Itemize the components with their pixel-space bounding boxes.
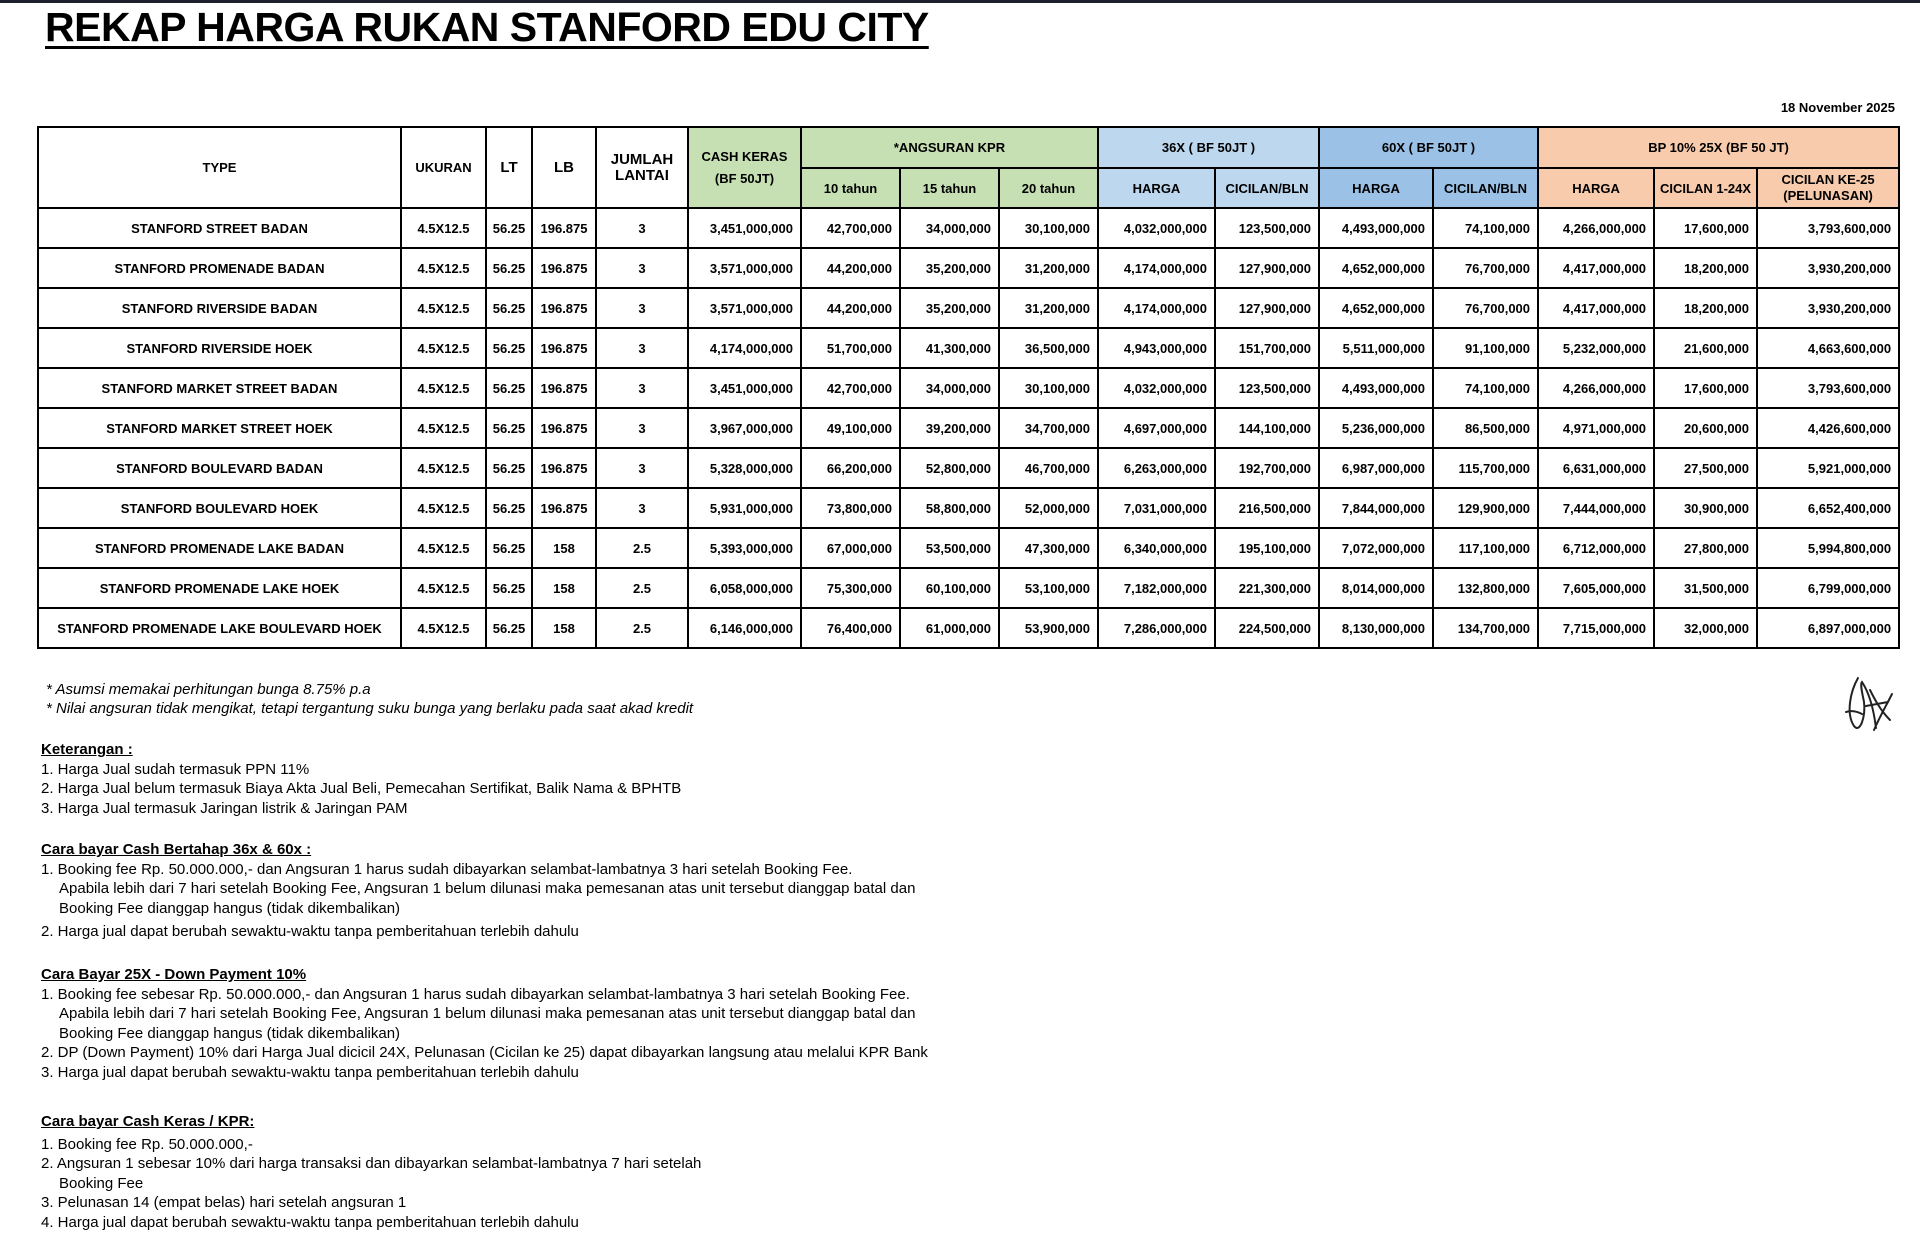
cell-36x-cicilan: 221,300,000 [1215, 568, 1319, 608]
cell-lt: 56.25 [486, 208, 532, 248]
cell-36x-harga: 4,697,000,000 [1098, 408, 1215, 448]
cell-lt: 56.25 [486, 288, 532, 328]
cell-36x-harga: 6,340,000,000 [1098, 528, 1215, 568]
cell-cash-keras: 3,571,000,000 [688, 248, 801, 288]
cell-bp-cicilan-25: 6,897,000,000 [1757, 608, 1899, 648]
header-36x: 36X ( BF 50JT ) [1098, 127, 1319, 168]
cell-kpr-15: 52,800,000 [900, 448, 999, 488]
cell-lt: 56.25 [486, 528, 532, 568]
cell-jumlah-lantai: 3 [596, 368, 688, 408]
cell-kpr-20: 52,000,000 [999, 488, 1098, 528]
cell-jumlah-lantai: 3 [596, 448, 688, 488]
cell-cash-keras: 3,451,000,000 [688, 368, 801, 408]
cell-bp-cicilan-25: 5,921,000,000 [1757, 448, 1899, 488]
cell-cash-keras: 5,328,000,000 [688, 448, 801, 488]
cell-kpr-20: 53,100,000 [999, 568, 1098, 608]
header-cash-keras: CASH KERAS (BF 50JT) [688, 127, 801, 208]
assumption-note: * Asumsi memakai perhitungan bunga 8.75% p.a [46, 681, 371, 698]
cell-type: STANFORD PROMENADE LAKE BOULEVARD HOEK [38, 608, 401, 648]
cell-bp-cicilan-1-24: 32,000,000 [1654, 608, 1757, 648]
cell-60x-harga: 8,014,000,000 [1319, 568, 1433, 608]
cell-lt: 56.25 [486, 328, 532, 368]
cell-bp-harga: 7,444,000,000 [1538, 488, 1654, 528]
cell-kpr-20: 47,300,000 [999, 528, 1098, 568]
cell-cash-keras: 6,146,000,000 [688, 608, 801, 648]
cell-bp-cicilan-25: 3,793,600,000 [1757, 368, 1899, 408]
header-bp-cicilan-1-24: CICILAN 1-24X [1654, 168, 1757, 208]
list-item: 2. DP (Down Payment) 10% dari Harga Jual dicicil 24X, Pelunasan (Cicilan ke 25) dapat dibayarkan langsung atau melalui KPR Bank [41, 1044, 928, 1061]
cell-bp-cicilan-25: 5,994,800,000 [1757, 528, 1899, 568]
cell-kpr-10: 44,200,000 [801, 288, 900, 328]
cell-kpr-15: 35,200,000 [900, 288, 999, 328]
cell-60x-cicilan: 74,100,000 [1433, 368, 1538, 408]
cell-60x-harga: 6,987,000,000 [1319, 448, 1433, 488]
cell-kpr-10: 73,800,000 [801, 488, 900, 528]
cara-bayar-cash-title: Cara bayar Cash Keras / KPR: [41, 1113, 255, 1130]
cell-ukuran: 4.5X12.5 [401, 608, 486, 648]
cell-lt: 56.25 [486, 448, 532, 488]
cell-lb: 196.875 [532, 488, 596, 528]
cell-bp-cicilan-1-24: 18,200,000 [1654, 288, 1757, 328]
cell-bp-harga: 4,417,000,000 [1538, 248, 1654, 288]
assumption-note: * Nilai angsuran tidak mengikat, tetapi tergantung suku bunga yang berlaku pada saat akad kredit [46, 700, 694, 717]
table-row [38, 608, 1899, 648]
table-row [38, 288, 1899, 328]
cell-60x-harga: 7,072,000,000 [1319, 528, 1433, 568]
cell-ukuran: 4.5X12.5 [401, 368, 486, 408]
cell-jumlah-lantai: 2.5 [596, 568, 688, 608]
cell-60x-cicilan: 76,700,000 [1433, 288, 1538, 328]
price-table [37, 126, 1900, 649]
cell-60x-cicilan: 115,700,000 [1433, 448, 1538, 488]
table-row [38, 488, 1899, 528]
cell-60x-harga: 7,844,000,000 [1319, 488, 1433, 528]
cell-jumlah-lantai: 3 [596, 408, 688, 448]
cell-kpr-20: 34,700,000 [999, 408, 1098, 448]
cell-60x-cicilan: 76,700,000 [1433, 248, 1538, 288]
cell-bp-cicilan-1-24: 27,500,000 [1654, 448, 1757, 488]
cell-60x-cicilan: 91,100,000 [1433, 328, 1538, 368]
header-lb: LB [532, 127, 596, 208]
cell-kpr-10: 49,100,000 [801, 408, 900, 448]
cell-bp-harga: 4,417,000,000 [1538, 288, 1654, 328]
cell-kpr-10: 42,700,000 [801, 368, 900, 408]
cell-36x-cicilan: 127,900,000 [1215, 288, 1319, 328]
cell-kpr-15: 61,000,000 [900, 608, 999, 648]
cell-type: STANFORD RIVERSIDE HOEK [38, 328, 401, 368]
list-item: 1. Booking fee sebesar Rp. 50.000.000,- dan Angsuran 1 harus sudah dibayarkan selambat-lambatnya 3 hari setelah Booking Fee. [41, 985, 910, 1003]
list-item: 4. Harga jual dapat berubah sewaktu-waktu tanpa pemberitahuan terlebih dahulu [41, 1213, 579, 1231]
cell-cash-keras: 3,571,000,000 [688, 288, 801, 328]
cell-36x-harga: 6,263,000,000 [1098, 448, 1215, 488]
cell-bp-harga: 4,266,000,000 [1538, 368, 1654, 408]
cell-jumlah-lantai: 2.5 [596, 608, 688, 648]
cell-ukuran: 4.5X12.5 [401, 488, 486, 528]
header-lt: LT [486, 127, 532, 208]
cell-cash-keras: 4,174,000,000 [688, 328, 801, 368]
header-ukuran: UKURAN [401, 127, 486, 208]
cell-bp-cicilan-25: 4,426,600,000 [1757, 408, 1899, 448]
table-row [38, 328, 1899, 368]
header-bp-harga: HARGA [1538, 168, 1654, 208]
cara-bayar-cash-section [41, 1112, 701, 1232]
list-item: 3. Harga jual dapat berubah sewaktu-waktu tanpa pemberitahuan terlebih dahulu [41, 1063, 579, 1081]
cell-36x-cicilan: 224,500,000 [1215, 608, 1319, 648]
cell-bp-cicilan-25: 4,663,600,000 [1757, 328, 1899, 368]
cell-bp-cicilan-25: 3,930,200,000 [1757, 288, 1899, 328]
cell-cash-keras: 3,451,000,000 [688, 208, 801, 248]
cell-bp-harga: 5,232,000,000 [1538, 328, 1654, 368]
header-60x-cicilan: CICILAN/BLN [1433, 168, 1538, 208]
cell-bp-harga: 7,715,000,000 [1538, 608, 1654, 648]
cell-kpr-20: 31,200,000 [999, 248, 1098, 288]
cell-bp-cicilan-1-24: 17,600,000 [1654, 208, 1757, 248]
cell-60x-cicilan: 134,700,000 [1433, 608, 1538, 648]
cell-jumlah-lantai: 3 [596, 248, 688, 288]
cell-60x-cicilan: 74,100,000 [1433, 208, 1538, 248]
cara-bayar-25x-section [41, 965, 928, 1082]
cell-type: STANFORD MARKET STREET BADAN [38, 368, 401, 408]
keterangan-item: 2. Harga Jual belum termasuk Biaya Akta Jual Beli, Pemecahan Sertifikat, Balik Nama & BPHTB [41, 780, 682, 797]
cell-bp-harga: 6,712,000,000 [1538, 528, 1654, 568]
cara-bayar-36x-title: Cara bayar Cash Bertahap 36x & 60x : [41, 841, 312, 858]
table-row [38, 368, 1899, 408]
cell-lb: 158 [532, 568, 596, 608]
cell-60x-cicilan: 132,800,000 [1433, 568, 1538, 608]
list-item: 1. Booking fee Rp. 50.000.000,- [41, 1135, 253, 1153]
cell-type: STANFORD PROMENADE BADAN [38, 248, 401, 288]
cell-kpr-20: 53,900,000 [999, 608, 1098, 648]
cell-36x-harga: 7,031,000,000 [1098, 488, 1215, 528]
cell-bp-cicilan-1-24: 20,600,000 [1654, 408, 1757, 448]
cell-60x-harga: 5,511,000,000 [1319, 328, 1433, 368]
cell-cash-keras: 6,058,000,000 [688, 568, 801, 608]
header-bp-25x: BP 10% 25X (BF 50 JT) [1538, 127, 1899, 168]
cell-36x-cicilan: 151,700,000 [1215, 328, 1319, 368]
header-36x-cicilan: CICILAN/BLN [1215, 168, 1319, 208]
cell-bp-cicilan-25: 3,793,600,000 [1757, 208, 1899, 248]
cell-36x-harga: 7,182,000,000 [1098, 568, 1215, 608]
list-item: 2. Harga jual dapat berubah sewaktu-waktu tanpa pemberitahuan terlebih dahulu [41, 923, 579, 940]
cell-36x-harga: 7,286,000,000 [1098, 608, 1215, 648]
header-jumlah-lantai: JUMLAH LANTAI [596, 127, 688, 208]
cell-36x-cicilan: 144,100,000 [1215, 408, 1319, 448]
cell-kpr-10: 67,000,000 [801, 528, 900, 568]
header-60x: 60X ( BF 50JT ) [1319, 127, 1538, 168]
cell-lb: 196.875 [532, 368, 596, 408]
cell-type: STANFORD BOULEVARD BADAN [38, 448, 401, 488]
header-kpr-15: 15 tahun [900, 168, 999, 208]
table-row [38, 248, 1899, 288]
cell-lb: 196.875 [532, 328, 596, 368]
cell-kpr-15: 58,800,000 [900, 488, 999, 528]
cell-36x-harga: 4,032,000,000 [1098, 208, 1215, 248]
cell-kpr-10: 75,300,000 [801, 568, 900, 608]
cell-lb: 196.875 [532, 408, 596, 448]
list-item: 1. Booking fee Rp. 50.000.000,- dan Angsuran 1 harus sudah dibayarkan selambat-lambatnya 3 hari setelah Booking Fee. [41, 860, 853, 878]
header-type: TYPE [38, 127, 401, 208]
list-item-continuation: Apabila lebih dari 7 hari setelah Booking Fee, Angsuran 1 belum dilunasi maka pemesanan atas unit tersebut dianggap batal dan [59, 1005, 916, 1022]
header-bp-cicilan-25: CICILAN KE-25 (PELUNASAN) [1757, 168, 1899, 208]
cell-lt: 56.25 [486, 608, 532, 648]
header-kpr-20: 20 tahun [999, 168, 1098, 208]
cell-kpr-15: 35,200,000 [900, 248, 999, 288]
cell-lb: 196.875 [532, 448, 596, 488]
cell-kpr-10: 42,700,000 [801, 208, 900, 248]
cell-60x-harga: 4,493,000,000 [1319, 368, 1433, 408]
cell-bp-harga: 4,266,000,000 [1538, 208, 1654, 248]
cell-60x-harga: 5,236,000,000 [1319, 408, 1433, 448]
cell-36x-cicilan: 216,500,000 [1215, 488, 1319, 528]
keterangan-item: 3. Harga Jual termasuk Jaringan listrik & Jaringan PAM [41, 799, 408, 817]
header-angsuran-kpr: *ANGSURAN KPR [801, 127, 1098, 168]
cell-kpr-15: 34,000,000 [900, 208, 999, 248]
header-36x-harga: HARGA [1098, 168, 1215, 208]
cell-kpr-15: 34,000,000 [900, 368, 999, 408]
cell-cash-keras: 5,393,000,000 [688, 528, 801, 568]
list-item-continuation: Booking Fee [59, 1174, 144, 1192]
cell-bp-cicilan-1-24: 17,600,000 [1654, 368, 1757, 408]
cell-bp-cicilan-1-24: 27,800,000 [1654, 528, 1757, 568]
cell-36x-harga: 4,174,000,000 [1098, 248, 1215, 288]
cell-lt: 56.25 [486, 248, 532, 288]
cell-bp-harga: 6,631,000,000 [1538, 448, 1654, 488]
cell-kpr-20: 30,100,000 [999, 368, 1098, 408]
list-item: 3. Pelunasan 14 (empat belas) hari setelah angsuran 1 [41, 1194, 407, 1211]
table-row [38, 568, 1899, 608]
header-60x-harga: HARGA [1319, 168, 1433, 208]
cell-kpr-15: 60,100,000 [900, 568, 999, 608]
cell-lb: 196.875 [532, 248, 596, 288]
cell-ukuran: 4.5X12.5 [401, 208, 486, 248]
cell-bp-harga: 4,971,000,000 [1538, 408, 1654, 448]
cell-kpr-10: 51,700,000 [801, 328, 900, 368]
cell-36x-cicilan: 195,100,000 [1215, 528, 1319, 568]
cell-ukuran: 4.5X12.5 [401, 248, 486, 288]
keterangan-section [41, 740, 681, 818]
cell-lt: 56.25 [486, 408, 532, 448]
cell-cash-keras: 5,931,000,000 [688, 488, 801, 528]
cell-lb: 158 [532, 528, 596, 568]
cell-jumlah-lantai: 3 [596, 288, 688, 328]
cell-kpr-20: 31,200,000 [999, 288, 1098, 328]
cell-60x-harga: 4,493,000,000 [1319, 208, 1433, 248]
cell-36x-cicilan: 123,500,000 [1215, 208, 1319, 248]
list-item-continuation: Booking Fee dianggap hangus (tidak dikembalikan) [59, 899, 401, 917]
cell-type: STANFORD RIVERSIDE BADAN [38, 288, 401, 328]
cell-bp-cicilan-1-24: 21,600,000 [1654, 328, 1757, 368]
keterangan-title: Keterangan : [41, 741, 133, 758]
cell-kpr-10: 44,200,000 [801, 248, 900, 288]
cell-36x-cicilan: 192,700,000 [1215, 448, 1319, 488]
cell-type: STANFORD PROMENADE LAKE BADAN [38, 528, 401, 568]
top-border-line [0, 0, 1920, 3]
cell-bp-cicilan-1-24: 18,200,000 [1654, 248, 1757, 288]
list-item-continuation: Booking Fee dianggap hangus (tidak dikembalikan) [59, 1024, 401, 1042]
cell-lt: 56.25 [486, 488, 532, 528]
cell-ukuran: 4.5X12.5 [401, 528, 486, 568]
cell-60x-harga: 4,652,000,000 [1319, 288, 1433, 328]
cell-type: STANFORD STREET BADAN [38, 208, 401, 248]
cell-ukuran: 4.5X12.5 [401, 568, 486, 608]
cell-36x-harga: 4,032,000,000 [1098, 368, 1215, 408]
cell-bp-cicilan-25: 6,652,400,000 [1757, 488, 1899, 528]
cell-kpr-20: 46,700,000 [999, 448, 1098, 488]
cell-jumlah-lantai: 2.5 [596, 528, 688, 568]
cell-60x-cicilan: 129,900,000 [1433, 488, 1538, 528]
cell-60x-cicilan: 86,500,000 [1433, 408, 1538, 448]
cell-jumlah-lantai: 3 [596, 328, 688, 368]
price-table-body [38, 208, 1899, 648]
cell-kpr-15: 41,300,000 [900, 328, 999, 368]
cell-lb: 196.875 [532, 208, 596, 248]
cell-bp-cicilan-1-24: 31,500,000 [1654, 568, 1757, 608]
cell-kpr-10: 66,200,000 [801, 448, 900, 488]
keterangan-item: 1. Harga Jual sudah termasuk PPN 11% [41, 760, 310, 778]
cell-60x-harga: 4,652,000,000 [1319, 248, 1433, 288]
cell-36x-harga: 4,174,000,000 [1098, 288, 1215, 328]
cell-bp-cicilan-25: 3,930,200,000 [1757, 248, 1899, 288]
cell-ukuran: 4.5X12.5 [401, 448, 486, 488]
cell-kpr-10: 76,400,000 [801, 608, 900, 648]
table-row [38, 208, 1899, 248]
cell-type: STANFORD PROMENADE LAKE HOEK [38, 568, 401, 608]
header-kpr-10: 10 tahun [801, 168, 900, 208]
cell-bp-cicilan-1-24: 30,900,000 [1654, 488, 1757, 528]
page-title: REKAP HARGA RUKAN STANFORD EDU CITY [45, 4, 929, 50]
cell-60x-cicilan: 117,100,000 [1433, 528, 1538, 568]
cell-lb: 158 [532, 608, 596, 648]
cara-bayar-25x-title: Cara Bayar 25X - Down Payment 10% [41, 966, 307, 983]
cell-ukuran: 4.5X12.5 [401, 408, 486, 448]
cell-36x-cicilan: 123,500,000 [1215, 368, 1319, 408]
cell-jumlah-lantai: 3 [596, 208, 688, 248]
cell-36x-cicilan: 127,900,000 [1215, 248, 1319, 288]
assumption-notes [46, 680, 693, 718]
cell-kpr-20: 30,100,000 [999, 208, 1098, 248]
cell-lb: 196.875 [532, 288, 596, 328]
cell-36x-harga: 4,943,000,000 [1098, 328, 1215, 368]
signature [1840, 672, 1902, 742]
table-row [38, 528, 1899, 568]
cell-kpr-15: 39,200,000 [900, 408, 999, 448]
cell-type: STANFORD BOULEVARD HOEK [38, 488, 401, 528]
cell-jumlah-lantai: 3 [596, 488, 688, 528]
cell-type: STANFORD MARKET STREET HOEK [38, 408, 401, 448]
table-row [38, 408, 1899, 448]
table-row [38, 448, 1899, 488]
cell-cash-keras: 3,967,000,000 [688, 408, 801, 448]
cell-lt: 56.25 [486, 568, 532, 608]
cell-kpr-20: 36,500,000 [999, 328, 1098, 368]
cell-ukuran: 4.5X12.5 [401, 328, 486, 368]
document-date: 18 November 2025 [1780, 100, 1895, 115]
cell-60x-harga: 8,130,000,000 [1319, 608, 1433, 648]
list-item-continuation: Apabila lebih dari 7 hari setelah Booking Fee, Angsuran 1 belum dilunasi maka pemesanan atas unit tersebut dianggap batal dan [59, 880, 916, 897]
list-item: 2. Angsuran 1 sebesar 10% dari harga transaksi dan dibayarkan selambat-lambatnya 7 hari setelah [41, 1155, 702, 1172]
cell-ukuran: 4.5X12.5 [401, 288, 486, 328]
cell-kpr-15: 53,500,000 [900, 528, 999, 568]
cell-bp-cicilan-25: 6,799,000,000 [1757, 568, 1899, 608]
cell-lt: 56.25 [486, 368, 532, 408]
cell-bp-harga: 7,605,000,000 [1538, 568, 1654, 608]
cara-bayar-36x-section [41, 840, 915, 942]
